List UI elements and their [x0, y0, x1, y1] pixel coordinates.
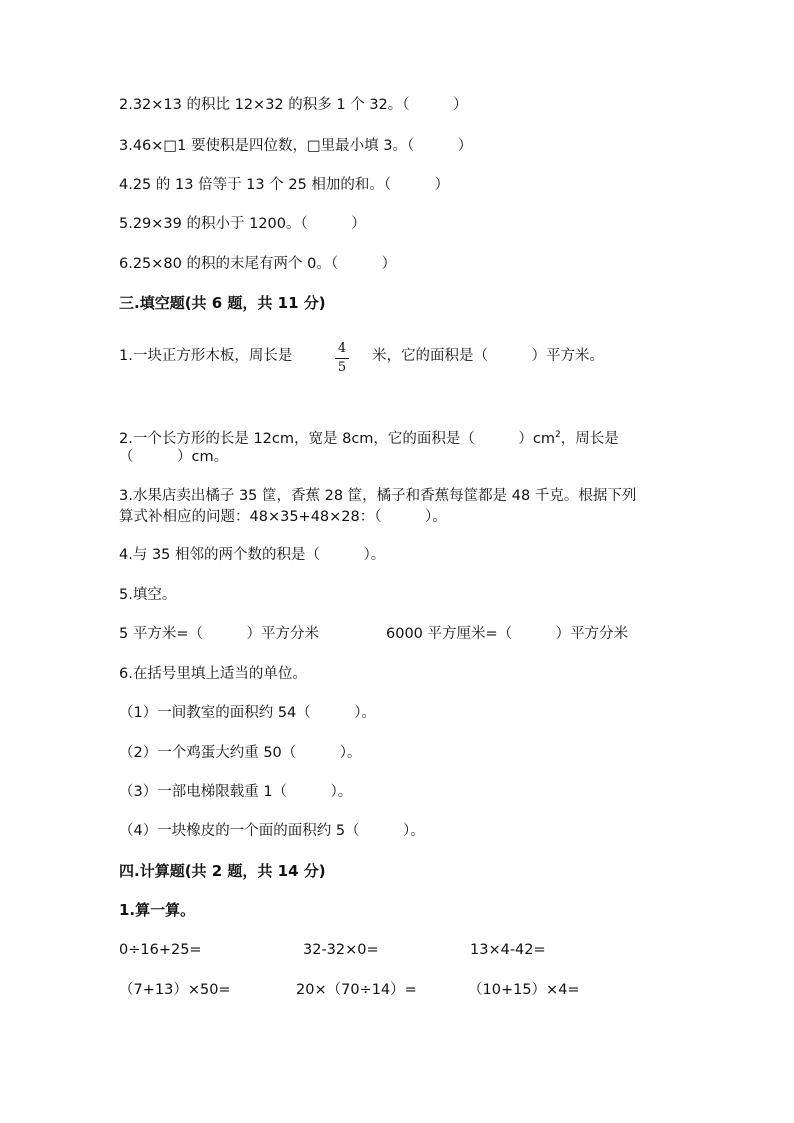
fill-q1-before: 1.一块正方形木板，周长是	[119, 348, 293, 364]
fill-q5: 5.填空。	[119, 587, 177, 603]
question-5: 5.29×39 的积小于 1200。（ ）	[119, 216, 366, 232]
fill-q3-line2: 算式补相应的问题：48×35+48×28：（ ）。	[119, 509, 447, 525]
question-2: 2.32×13 的积比 12×32 的积多 1 个 32。（ ）	[119, 97, 468, 113]
question-4: 4.25 的 13 倍等于 13 个 25 相加的和。（ ）	[119, 177, 450, 193]
section-4-title: 四.计算题(共 2 题，共 14 分)	[119, 862, 326, 880]
fill-q4: 4.与 35 相邻的两个数的积是（ ）。	[119, 547, 386, 563]
calc-item: （10+15）×4=	[468, 982, 580, 998]
calc-item: 0÷16+25=	[119, 942, 202, 958]
fill-q2-text: 2.一个长方形的长是 12cm，宽是 8cm，它的面积是（ ）cm	[119, 431, 556, 447]
fill-q5-b: 6000 平方厘米=（ ）平方分米	[386, 626, 629, 642]
fill-q6-4: （4）一块橡皮的一个面的面积约 5（ ）。	[119, 823, 425, 839]
fill-q6-1: （1）一间教室的面积约 54（ ）。	[119, 705, 377, 721]
fraction	[334, 341, 350, 376]
section-3-title: 三.填空题(共 6 题，共 11 分)	[119, 294, 326, 312]
fill-q6-3: （3）一部电梯限载重 1（ ）。	[119, 784, 353, 800]
fill-q2-line2: （ ）cm。	[119, 449, 229, 465]
calc-item: 32-32×0=	[303, 942, 379, 958]
calc-item: （7+13）×50=	[119, 982, 231, 998]
fill-q6-2: （2）一个鸡蛋大约重 50（ ）。	[119, 745, 362, 761]
fill-q6: 6.在括号里填上适当的单位。	[119, 666, 307, 682]
fill-q2-text-end: ，周长是	[560, 431, 619, 447]
fraction-bar	[335, 358, 349, 359]
fill-q2-line1	[119, 425, 619, 449]
fill-q3-line1: 3.水果店卖出橘子 35 筐，香蕉 28 筐，橘子和香蕉每筐都是 48 千克。根据下列	[119, 488, 637, 504]
fill-q2-superscript: 2	[555, 430, 561, 440]
fill-q1-after: 米，它的面积是（ ）平方米。	[372, 348, 604, 364]
question-3: 3.46×□1 要使积是四位数，□里最小填 3。（ ）	[119, 138, 473, 154]
calc-item: 20×（70÷14）=	[296, 982, 417, 998]
fill-q5-a: 5 平方米=（ ）平方分米	[119, 626, 319, 642]
fraction-numerator: 4	[337, 341, 347, 356]
calc-q1: 1.算一算。	[119, 901, 196, 919]
question-6: 6.25×80 的积的末尾有两个 0。（ ）	[119, 256, 397, 272]
fraction-denominator: 5	[337, 360, 347, 375]
calc-item: 13×4-42=	[470, 942, 546, 958]
